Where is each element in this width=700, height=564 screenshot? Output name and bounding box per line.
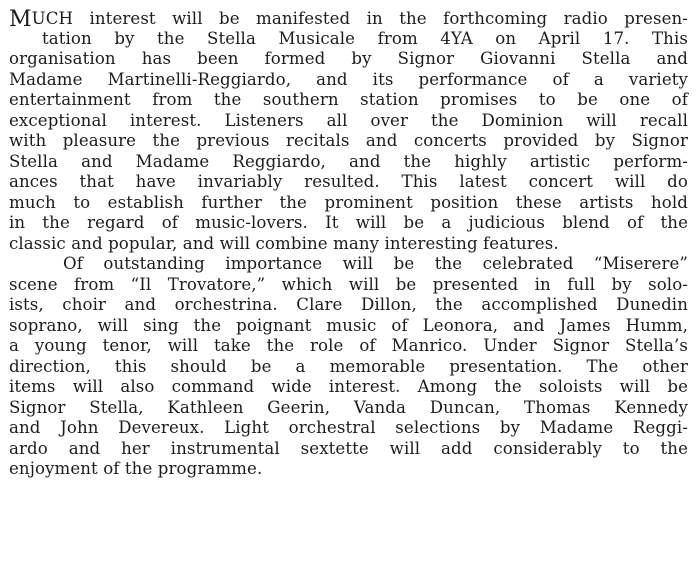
text-line: scene from “Il Trovatore,” which will be presented in full by solo-	[9, 274, 688, 294]
drop-cap: M	[9, 7, 32, 32]
text-line: Signor Stella, Kathleen Geerin, Vanda Duncan, Thomas Kennedy	[9, 397, 688, 417]
text-line: Madame Martinelli-Reggiardo, and its performance of a variety	[9, 69, 688, 89]
text-line: with pleasure the previous recitals and concerts provided by Signor	[9, 131, 688, 150]
text-line: entertainment from the southern station promises to be one of	[9, 90, 688, 109]
text-line: a young tenor, will take the role of Manrico. Under Signor Stella’s	[9, 336, 688, 355]
text-line: organisation has been formed by Signor Giovanni Stella and	[9, 49, 688, 68]
text-line: in the regard of music-lovers. It will be a judicious blend of the	[9, 213, 688, 232]
paragraph-1	[0, 8, 700, 254]
text-line: enjoyment of the programme.	[9, 459, 263, 478]
text-line: Stella and Madame Reggiardo, and the highly artistic perform-	[9, 151, 688, 171]
text-line: items will also command wide interest. Among the soloists will be	[9, 377, 688, 396]
text-line: soprano, will sing the poignant music of Leonora, and James Humm,	[9, 315, 688, 335]
text-line: exceptional interest. Listeners all over the Dominion will recall	[9, 110, 688, 130]
text-line: ances that have invariably resulted. This latest concert will do	[9, 172, 688, 191]
text-line: direction, this should be a memorable presentation. The other	[9, 356, 688, 376]
text-line: ists, choir and orchestrina. Clare Dillon, the accomplished Dunedin	[9, 295, 688, 314]
text-line: tation by the Stella Musicale from 4YA on April 17. This	[42, 28, 688, 48]
text-line: Of outstanding importance will be the celebrated “Miserere”	[63, 254, 688, 273]
text-line: much to establish further the prominent position these artists hold	[9, 192, 688, 212]
text-line: MUCH interest will be manifested in the forthcoming radio presen-	[9, 7, 688, 32]
text-line: and John Devereux. Light orchestral selections by Madame Reggi-	[9, 418, 688, 437]
paragraph-2	[0, 254, 700, 480]
text-line: classic and popular, and will combine many interesting features.	[9, 233, 559, 253]
text-line: ardo and her instrumental sextette will add considerably to the	[9, 438, 688, 458]
